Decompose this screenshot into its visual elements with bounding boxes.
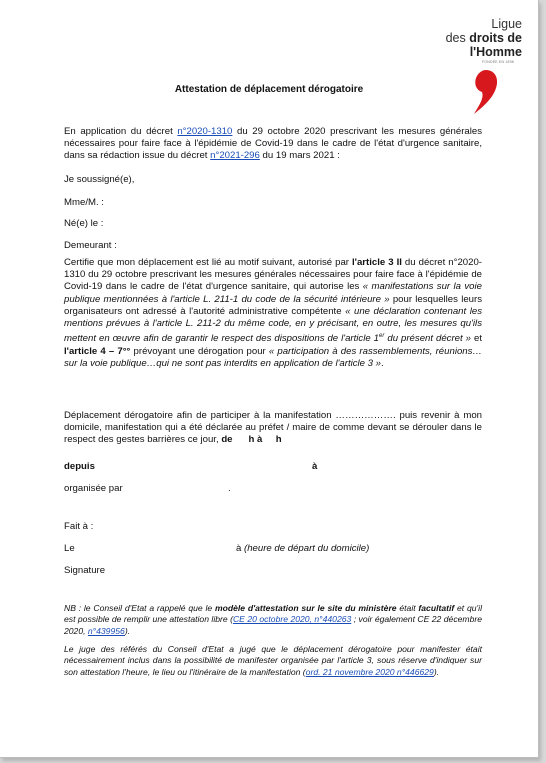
- departure-time-label: à (heure de départ du domicile): [236, 543, 370, 554]
- le-label: Le: [64, 543, 75, 554]
- mme-field-label: Mme/M. :: [64, 197, 104, 208]
- depuis-label: depuis: [64, 461, 95, 472]
- logo-line-3: l'Homme: [469, 45, 522, 59]
- document-title: Attestation de déplacement dérogatoire: [174, 84, 364, 95]
- derogatoire-paragraph: Déplacement dérogatoire afin de participer à la manifestation ………………. puis revenir à mon domicile, manifestation qui a été déclarée au préfet / maire de comme devant se dérouler dans le respect des gestes barrières ce jour, de h à h: [64, 410, 482, 446]
- logo-tagline: FONDÉE EN 1898: [482, 60, 514, 64]
- fait-a-label: Fait à :: [64, 521, 94, 532]
- organisee-par-end: .: [228, 483, 231, 494]
- ce-440263-link[interactable]: CE 20 octobre 2020, n°440263: [232, 614, 352, 625]
- soussigne-label: Je soussigné(e),: [64, 174, 135, 185]
- birthdate-field-label: Né(e) le :: [64, 218, 104, 229]
- certifie-paragraph: Certifie que mon déplacement est lié au motif suivant, autorisé par l'article 3 II du décret n°2020-1310 du 29 octobre prescrivant les mesures générales nécessaires pour faire face à l'épidémie de Covid-19 dans le cadre de l'état d'urgence sanitaire, qui autorise les « manifestations sur la voie publique mentionnées à l'article L. 211-1 du code de la sécurité intérieure » pour lesquelles leurs organisateurs ont adressé à l'autorité administrative compétente « une déclaration contenant les mentions prévues à l'article L. 211-2 du même code, en y précisant, en outre, les mesures qu'ils mettent en œuvre afin de garantir le respect des dispositions de l'article 1er du présent décret » et l'article 4 – 7°° prévoyant une dérogation pour « participation à des rassemblements, réunions…sur la voie publique…qui ne sont pas interdits en application de l'article 3 ».: [64, 257, 483, 369]
- decree-2020-1310-link[interactable]: n°2020-1310: [177, 126, 233, 137]
- depuis-a-label: à: [312, 461, 318, 472]
- nb-note: NB : le Conseil d'Etat a rappelé que le modèle d'attestation sur le site du ministère était facultatif et qu'il est possible de remplir une attestation libre (CE 20 octobre 2020, n°440263 ; voir également CE 22 décembre 2020, n°439956).: [64, 603, 482, 636]
- logo-line-2: des droits de: [445, 31, 522, 45]
- ord-446629-link[interactable]: ord. 21 novembre 2020 n°446629: [305, 666, 434, 677]
- decree-2021-296-link[interactable]: n°2021-296: [210, 150, 260, 162]
- address-field-label: Demeurant :: [64, 240, 117, 251]
- intro-paragraph: En application du décret n°2020-1310 du 29 octobre 2020 prescrivant les mesures générales nécessaires pour faire face à l'épidémie de Covid-19 dans le cadre de l'état d'urgence sanitaire, dans sa rédaction issue du décret n°2021-296 du 19 mars 2021 :: [64, 126, 482, 162]
- ldh-logo: [442, 18, 522, 118]
- organisee-par-label: organisée par: [64, 483, 123, 494]
- juge-note: Le juge des référés du Conseil d'Etat a jugé que le déplacement dérogatoire pour manifester était nécessairement inclus dans la possibilité de manifester organisée par l'article 3, sous réserve d'indiquer sur son attestation l'heure, le lieu ou l'itinéraire de la manifestation (ord. 21 novembre 2020 n°446629).: [64, 644, 482, 677]
- logo-line-1: Ligue: [491, 17, 522, 31]
- ce-439956-link[interactable]: n°439956: [87, 625, 125, 636]
- signature-label: Signature: [64, 565, 106, 576]
